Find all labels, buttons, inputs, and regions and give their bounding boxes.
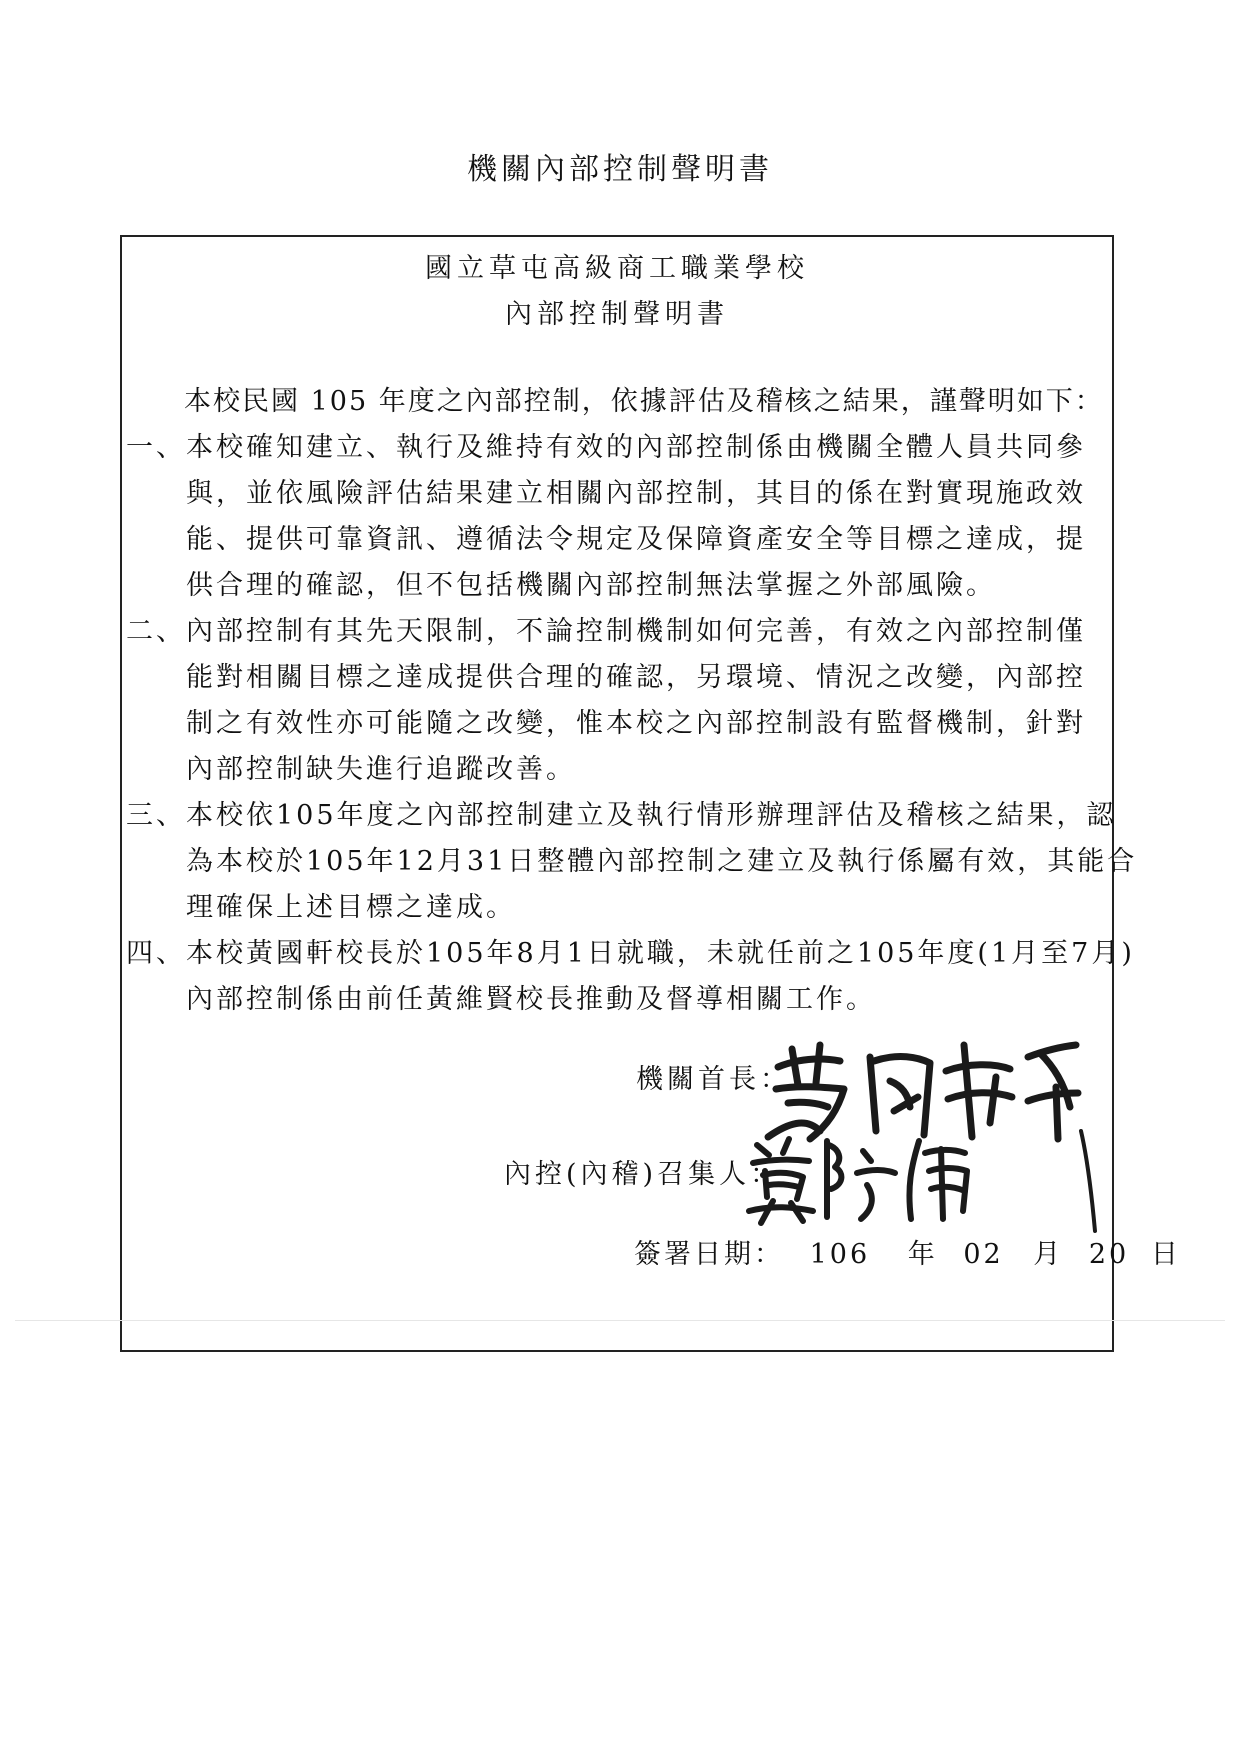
item-number: 三、 xyxy=(126,800,186,831)
item-line: 能、提供可靠資訊、遵循法令規定及保障資產安全等目標之達成，提 xyxy=(186,524,1086,555)
date-month-unit: 月 xyxy=(1033,1239,1064,1270)
date-label: 簽署日期： xyxy=(634,1239,784,1270)
item-number: 二、 xyxy=(126,616,186,647)
declaration-item-2 xyxy=(122,609,1116,793)
convener-label: 內控(內稽)召集人： xyxy=(504,1159,782,1190)
scan-artifact-line xyxy=(15,1320,1225,1321)
item-line: 本校依105年度之內部控制建立及執行情形辦理評估及稽核之結果，認 xyxy=(186,800,1117,831)
declaration-frame xyxy=(120,235,1181,1352)
signing-date xyxy=(634,1237,1181,1273)
page-title: 機關內部控制聲明書 xyxy=(467,152,773,187)
item-line: 能對相關目標之達成提供合理的確認，另環境、情況之改變，內部控 xyxy=(186,662,1086,693)
item-line: 內部控制缺失進行追蹤改善。 xyxy=(186,754,576,785)
signature-tail-stroke xyxy=(1073,1127,1113,1237)
item-text xyxy=(186,425,1102,609)
convener-signature xyxy=(743,1127,983,1227)
organization-name: 國立草屯高級商工職業學校 xyxy=(425,253,809,284)
declaration-item-4 xyxy=(122,931,1135,1023)
item-text xyxy=(186,609,1102,793)
document-title: 內部控制聲明書 xyxy=(505,299,729,330)
item-line: 理確保上述目標之達成。 xyxy=(186,892,516,923)
item-line: 為本校於105年12月31日整體內部控制之建立及執行係屬有效，其能合 xyxy=(186,846,1138,877)
date-day-unit: 日 xyxy=(1150,1239,1181,1270)
date-day: 20 xyxy=(1088,1239,1130,1270)
item-line: 內部控制有其先天限制，不論控制機制如何完善，有效之內部控制僅 xyxy=(186,616,1086,647)
item-line: 本校黃國軒校長於105年8月1日就職，未就任前之105年度(1月至7月) xyxy=(186,938,1135,969)
date-year-unit: 年 xyxy=(907,1239,938,1270)
item-line: 制之有效性亦可能隨之改變，惟本校之內部控制設有監督機制，針對 xyxy=(186,708,1086,739)
declaration-item-1 xyxy=(122,425,1116,609)
date-month: 02 xyxy=(963,1239,1004,1270)
agency-head-signature xyxy=(758,1027,1088,1147)
declaration-item-3 xyxy=(122,793,1138,931)
item-number: 一、 xyxy=(126,432,186,463)
item-text xyxy=(186,793,1138,931)
item-line: 供合理的確認，但不包括機關內部控制無法掌握之外部風險。 xyxy=(186,570,996,601)
date-year: 106 xyxy=(809,1239,871,1270)
declaration-items xyxy=(122,425,1138,1023)
item-line: 內部控制係由前任黃維賢校長推動及督導相關工作。 xyxy=(186,984,876,1015)
item-line: 本校確知建立、執行及維持有效的內部控制係由機關全體人員共同參 xyxy=(186,432,1086,463)
item-line: 與，並依風險評估結果建立相關內部控制，其目的係在對實現施政效 xyxy=(186,478,1086,509)
intro-paragraph: 本校民國 105 年度之內部控制，依據評估及稽核之結果，謹聲明如下： xyxy=(184,386,1104,417)
agency-head-label: 機關首長： xyxy=(636,1064,791,1095)
item-text xyxy=(186,931,1135,1023)
item-number: 四、 xyxy=(126,938,186,969)
